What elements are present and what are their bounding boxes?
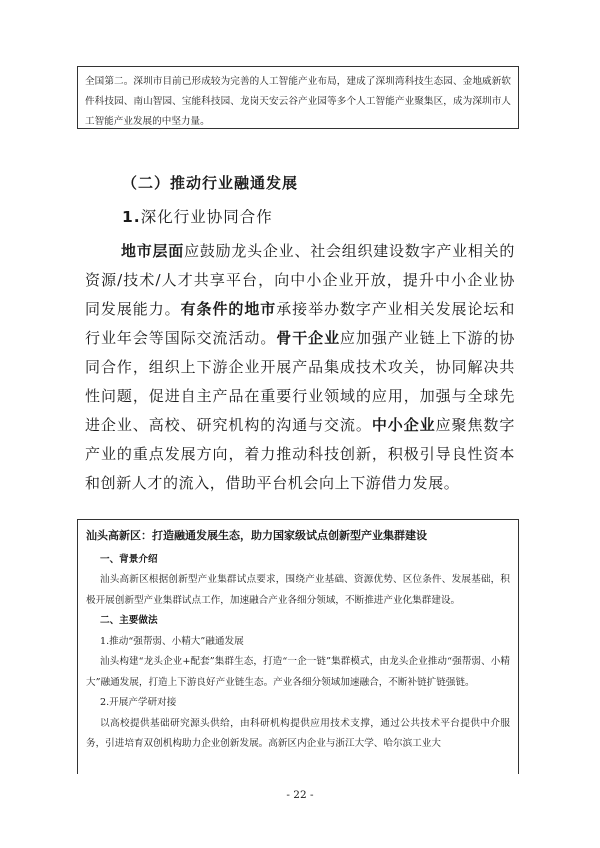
emphasis-city-level: 地市层面 (121, 242, 185, 260)
box-text: 全国第二。深圳市目前已形成较为完善的人工智能产业布局，建成了深圳湾科技生态园、金地威新软件科技园、南山智园、宝能科技园、龙岗天安云谷产业园等多个人工智能产业聚集区，成为深圳市人工智能产业发展的中坚力量。 (85, 76, 511, 127)
text-city-level: 应鼓励龙头企业、社会组织建设数字产业相关的资源/技术/人才共享平台，向中小企业开放，提升中小企业协同发展能力。 (85, 242, 516, 318)
text-smes: 应聚焦数字产业的重点发展方向，着力推动科技创新，积极引导良性资本和创新人才的流入，借助平台机会向上下游借力发展。 (85, 416, 515, 492)
subsection-title: 深化行业协同合作 (140, 208, 273, 226)
subsection-heading (122, 205, 273, 227)
case-study-box (77, 519, 519, 774)
case-section-background: 一、背景介绍 (100, 553, 158, 565)
section-heading: （二）推动行业融通发展 (122, 174, 299, 192)
page-number: - 22 - (286, 789, 314, 801)
emphasis-smes: 中小企业 (371, 416, 436, 434)
continued-text-box (77, 66, 519, 129)
text-backbone-enterprises: 应加强产业链上下游的协同合作，组织上下游企业开展产品集成技术攻关，协同解决共性问题，促进自主产品在重要行业领域的应用，加强与全球先进企业、高校、研究机构的沟通与交流。 (85, 329, 516, 434)
case-item-2-title: 2.开展产学研对接 (100, 697, 177, 708)
case-item-2-text: 以高校提供基础研究源头供给，由科研机构提供应用技术支撑，通过公共技术平台提供中介服务，引进培育双创机构助力企业创新发展。高新区内企业与浙江大学、哈尔滨工业大 (86, 717, 510, 749)
body-paragraph (85, 237, 515, 498)
case-section-approach: 二、主要做法 (100, 615, 158, 626)
case-title: 汕头高新区：打造融通发展生态，助力国家级试点创新型产业集群建设 (86, 529, 427, 542)
case-background-text: 汕头高新区根据创新型产业集群试点要求，围绕产业基础、资源优势、区位条件、发展基础，积极开展创新型产业集群试点工作，加速融合产业各细分领域，不断推进产业化集群建设。 (86, 574, 510, 606)
emphasis-qualified-cities: 有条件的地市 (180, 300, 277, 318)
case-item-1-text: 汕头构建“龙头企业+配套”集群生态，打造“一企一链”集群模式，由龙头企业推动“强帮弱、小精大”融通发展，打造上下游良好产业链生态。产业各细分领域加速融合，不断补链扩链强链。 (86, 656, 510, 688)
emphasis-backbone-enterprises: 骨干企业 (276, 329, 341, 347)
subsection-number: 1. (122, 208, 141, 226)
text-qualified-cities: 承接举办数字产业相关发展论坛和行业年会等国际交流活动。 (85, 300, 515, 347)
case-item-1-title: 1.推动“强帮弱、小精大”融通发展 (100, 635, 244, 647)
